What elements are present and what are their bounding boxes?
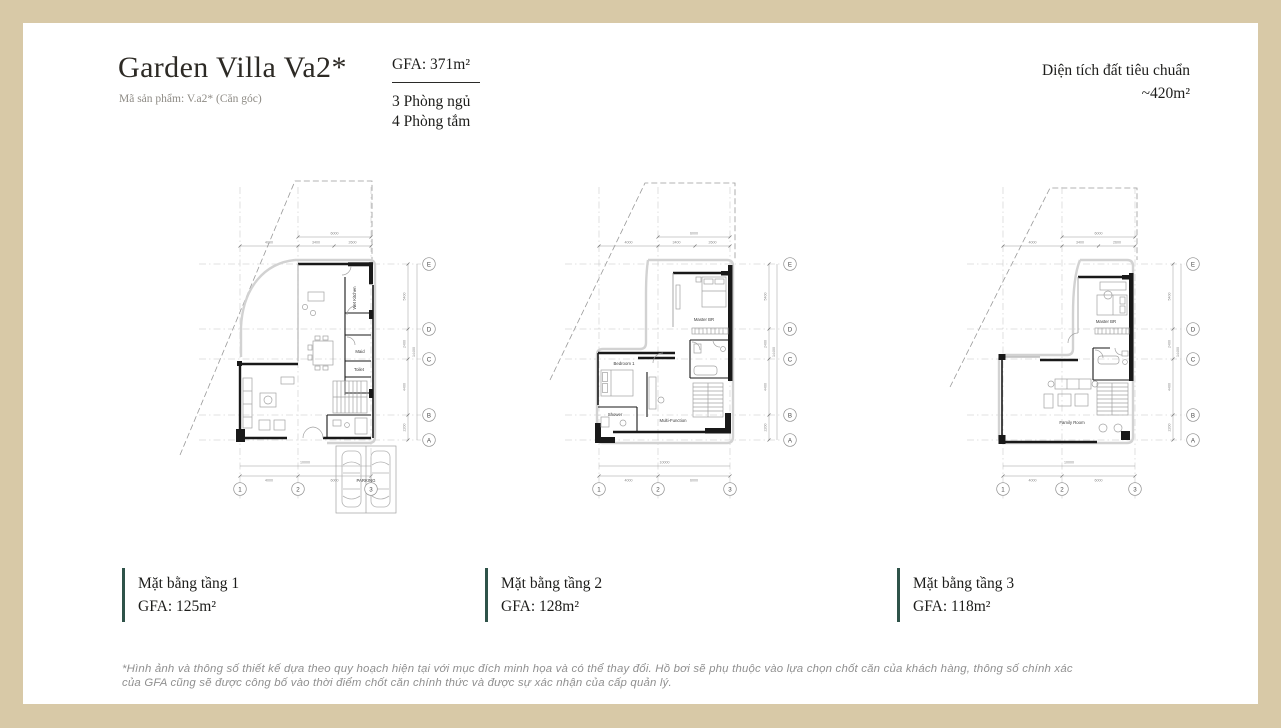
svg-text:C: C xyxy=(426,356,432,364)
floor-plan-2-caption xyxy=(485,568,602,622)
svg-text:E: E xyxy=(426,261,432,269)
setback-line xyxy=(999,260,1133,443)
svg-text:10000: 10000 xyxy=(659,460,670,465)
site-boundary xyxy=(950,188,1137,387)
disclaimer-line-2: của GFA cũng sẽ được công bố vào thời điểm chốt căn chính thức và được sự xác nhận của cấp quản lý. xyxy=(122,676,672,689)
svg-text:4000: 4000 xyxy=(1028,240,1037,245)
page-content xyxy=(23,23,1258,704)
stairs xyxy=(693,383,723,417)
floor-plan-3-gfa: GFA: 118m² xyxy=(913,598,991,615)
svg-text:D: D xyxy=(1190,326,1196,334)
gfa-total: GFA: 371m² xyxy=(392,56,470,73)
svg-text:4000: 4000 xyxy=(624,478,633,483)
svg-text:5400: 5400 xyxy=(1167,292,1172,301)
gfa-divider xyxy=(392,82,480,83)
svg-text:2200: 2200 xyxy=(1167,423,1172,432)
svg-text:14400: 14400 xyxy=(412,347,416,357)
svg-text:2400: 2400 xyxy=(402,340,407,348)
structural-grid xyxy=(967,187,1185,499)
svg-text:A: A xyxy=(787,437,793,445)
site-boundary xyxy=(550,183,735,380)
svg-text:4000: 4000 xyxy=(265,478,273,483)
svg-text:Bedroom 1: Bedroom 1 xyxy=(613,361,635,366)
stairs xyxy=(333,381,367,413)
svg-text:14400: 14400 xyxy=(1176,347,1180,357)
svg-text:PARKING: PARKING xyxy=(356,478,376,483)
floor-plan-3-drawing xyxy=(945,165,1245,525)
svg-text:Toilet: Toilet xyxy=(353,367,365,372)
svg-text:A: A xyxy=(426,437,432,445)
svg-text:3: 3 xyxy=(728,486,732,494)
floor-plan-1-gfa: GFA: 125m² xyxy=(138,598,216,615)
svg-text:2600: 2600 xyxy=(708,240,717,245)
svg-text:6000: 6000 xyxy=(330,478,339,483)
svg-text:3: 3 xyxy=(369,486,373,494)
svg-text:2400: 2400 xyxy=(1167,340,1172,348)
svg-text:6000: 6000 xyxy=(1094,478,1103,483)
structural-grid xyxy=(565,187,782,499)
svg-text:6000: 6000 xyxy=(1094,231,1103,236)
floor-plan-1-drawing xyxy=(165,165,465,525)
site-boundary xyxy=(180,181,372,455)
svg-text:2: 2 xyxy=(296,486,300,494)
svg-text:2600: 2600 xyxy=(348,240,357,245)
svg-text:D: D xyxy=(787,326,793,334)
svg-text:E: E xyxy=(1190,261,1196,269)
dimension-lines xyxy=(598,232,778,483)
svg-text:B: B xyxy=(787,412,793,420)
svg-text:3400: 3400 xyxy=(312,240,320,245)
svg-text:A: A xyxy=(1190,437,1196,445)
floor-plan-1-caption xyxy=(122,568,239,622)
floor-plan-2-drawing xyxy=(545,165,845,525)
svg-text:Multi-Function: Multi-Function xyxy=(659,418,687,423)
svg-text:4000: 4000 xyxy=(1028,478,1037,483)
svg-text:2200: 2200 xyxy=(402,423,407,432)
product-code: Mã sản phẩm: V.a2* (Căn góc) xyxy=(119,93,262,105)
svg-text:4400: 4400 xyxy=(1167,383,1172,391)
svg-text:4000: 4000 xyxy=(265,240,273,245)
land-area-block xyxy=(1042,59,1190,105)
svg-text:B: B xyxy=(426,412,432,420)
svg-text:14400: 14400 xyxy=(772,347,776,357)
floor-plan-1-name: Mặt bằng tầng 1 xyxy=(138,575,240,592)
svg-text:1: 1 xyxy=(1001,486,1005,494)
svg-text:Master BR: Master BR xyxy=(693,317,715,322)
svg-text:2600: 2600 xyxy=(1113,240,1121,245)
svg-text:10000: 10000 xyxy=(300,460,310,465)
floor-plan-2-name: Mặt bằng tầng 2 xyxy=(501,575,603,592)
gfa-spec-block xyxy=(392,55,480,132)
stairs xyxy=(1097,383,1128,415)
svg-text:6000: 6000 xyxy=(330,231,339,236)
svg-text:Master BR: Master BR xyxy=(1095,319,1117,324)
page-title: Garden Villa Va2* xyxy=(118,51,347,84)
bedrooms-count: 3 Phòng ngủ xyxy=(392,93,471,110)
svg-text:Wet Kitchen: Wet Kitchen xyxy=(352,286,357,310)
dimension-lines xyxy=(239,232,418,483)
room-labels xyxy=(1059,319,1116,425)
svg-text:6000: 6000 xyxy=(690,478,698,483)
svg-text:E: E xyxy=(787,261,793,269)
svg-text:D: D xyxy=(426,326,432,334)
svg-text:4000: 4000 xyxy=(624,240,633,245)
svg-text:C: C xyxy=(787,356,793,364)
floor-plan-2-gfa: GFA: 128m² xyxy=(501,598,579,615)
svg-text:1: 1 xyxy=(238,486,242,494)
svg-text:2400: 2400 xyxy=(763,340,768,348)
svg-text:2: 2 xyxy=(1060,486,1064,494)
svg-text:3400: 3400 xyxy=(672,240,681,245)
svg-text:10000: 10000 xyxy=(1064,460,1074,465)
svg-text:2200: 2200 xyxy=(763,423,768,432)
svg-text:3: 3 xyxy=(1133,486,1137,494)
disclaimer xyxy=(122,663,1202,690)
svg-text:4400: 4400 xyxy=(402,383,407,391)
svg-text:Shower: Shower xyxy=(607,412,623,417)
land-area-value: ~420m² xyxy=(1141,85,1190,102)
svg-text:3400: 3400 xyxy=(1076,240,1084,245)
svg-text:1: 1 xyxy=(597,486,601,494)
svg-text:Maid: Maid xyxy=(355,349,365,354)
svg-text:C: C xyxy=(1190,356,1196,364)
svg-text:6000: 6000 xyxy=(690,231,698,236)
svg-text:2: 2 xyxy=(656,486,660,494)
svg-text:Family Room: Family Room xyxy=(1059,420,1085,425)
bathrooms-count: 4 Phòng tắm xyxy=(392,113,471,130)
furniture xyxy=(1044,282,1128,432)
disclaimer-line-1: *Hình ảnh và thông số thiết kế dựa theo quy hoạch hiện tại với mục đích minh họa và có thể thay đổi. Hồ bơi sẽ phụ thuộc vào lựa chọn chốt căn của khách hàng, thông số chính xác xyxy=(122,663,1073,675)
floor-plan-3-caption xyxy=(897,568,1014,622)
svg-text:4400: 4400 xyxy=(763,383,768,391)
floor-plan-3-name: Mặt bằng tầng 3 xyxy=(913,575,1015,592)
svg-text:B: B xyxy=(1190,412,1196,420)
land-area-label: Diện tích đất tiêu chuẩn xyxy=(1041,62,1190,79)
svg-text:5400: 5400 xyxy=(763,292,768,301)
svg-text:5400: 5400 xyxy=(402,292,407,301)
